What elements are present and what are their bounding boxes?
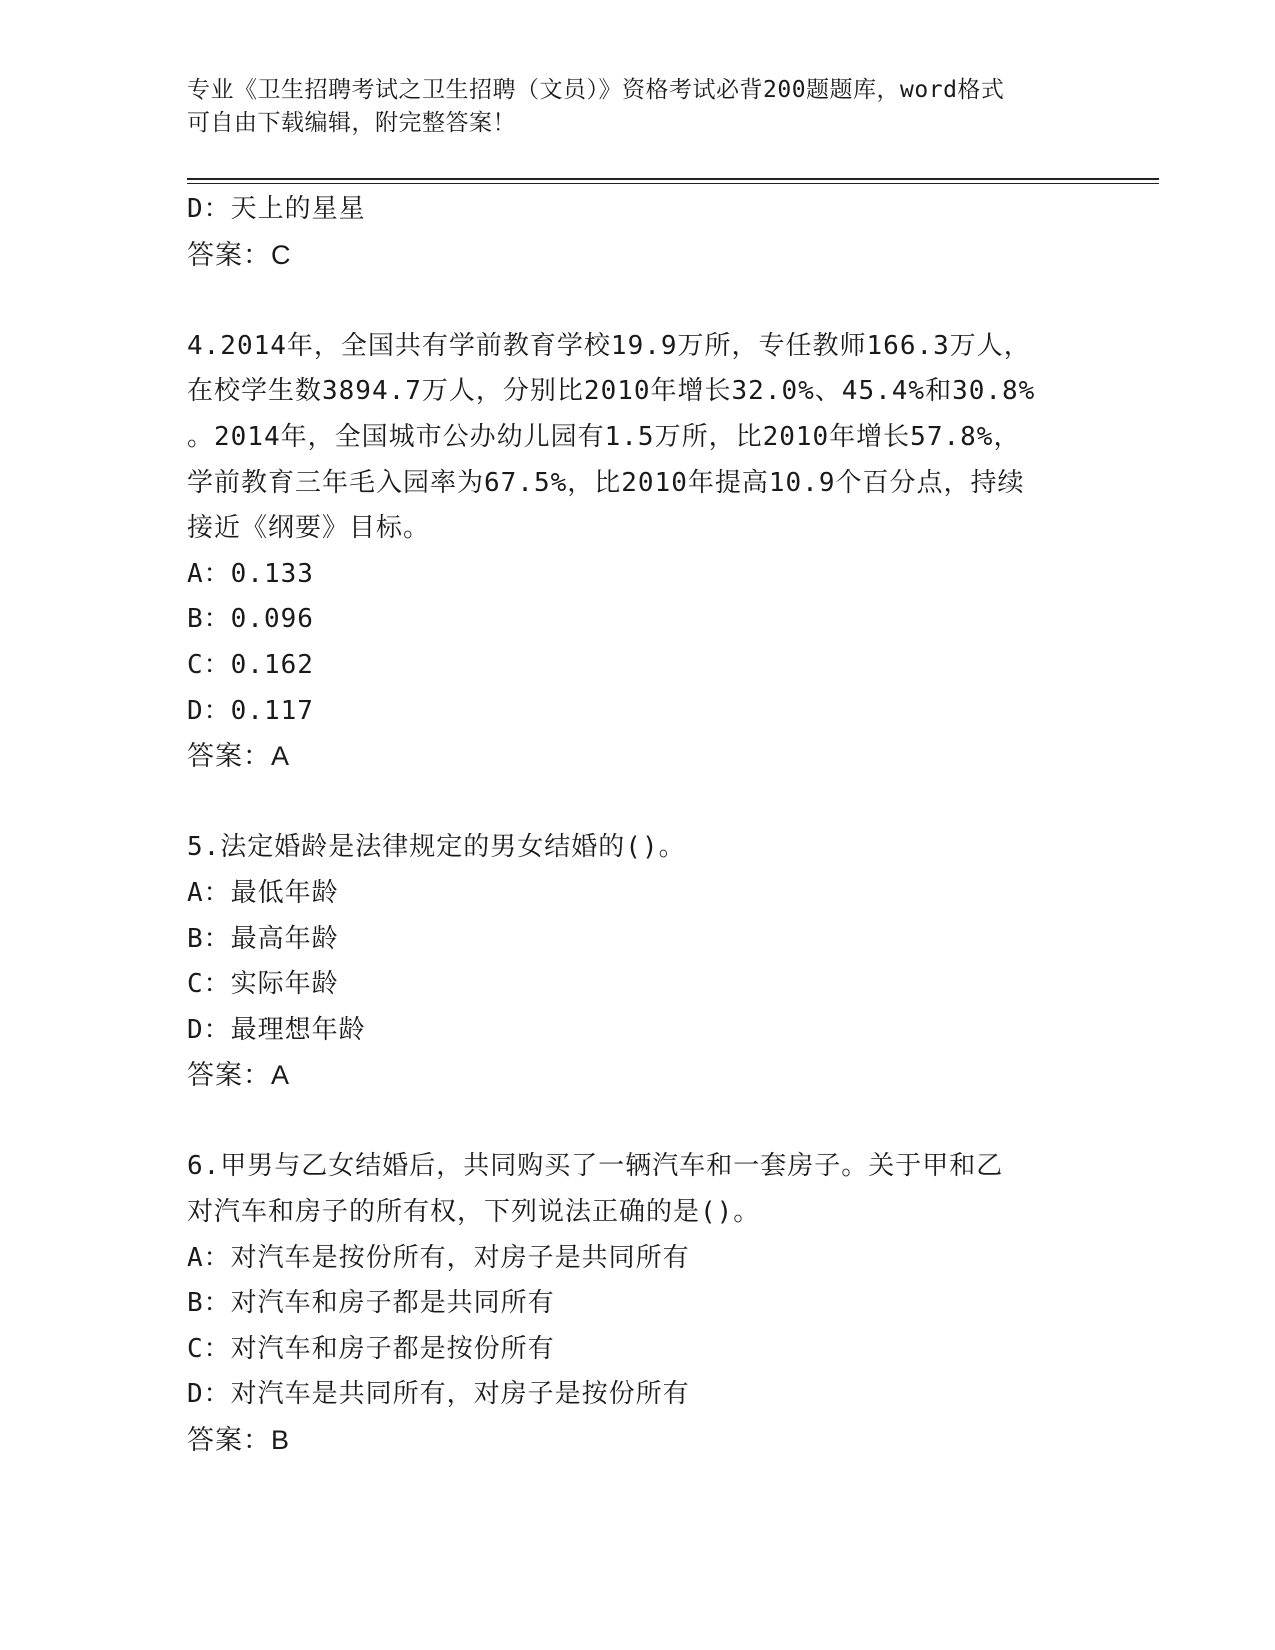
header-title-line1: 专业《卫生招聘考试之卫生招聘（文员）》资格考试必背200题题库，word格式 — [187, 77, 1005, 103]
header-divider-thin — [187, 183, 1159, 184]
answer-line: 答案：C — [187, 239, 292, 270]
option-c: C：实际年龄 — [187, 969, 339, 1000]
option-d: D：0.117 — [187, 695, 314, 726]
question-text-line: 对汽车和房子的所有权，下列说法正确的是()。 — [187, 1197, 761, 1228]
answer-line: 答案：A — [187, 741, 291, 772]
option-b: B：对汽车和房子都是共同所有 — [187, 1288, 555, 1319]
question-content — [187, 187, 1087, 1464]
question-text-line: 在校学生数3894.7万人，分别比2010年增长32.0%、45.4%和30.8% — [187, 376, 1036, 407]
spacer — [187, 1099, 1087, 1145]
option-b: B：0.096 — [187, 604, 314, 635]
option-a: A：0.133 — [187, 558, 314, 589]
prev-question-block — [187, 187, 1087, 278]
question-text-line: 6.甲男与乙女结婚后，共同购买了一辆汽车和一套房子。关于甲和乙 — [187, 1151, 1004, 1182]
header-divider-thick — [187, 178, 1159, 180]
question-text-line: 4.2014年，全国共有学前教育学校19.9万所，专任教师166.3万人， — [187, 330, 1031, 361]
option-d: D：对汽车是共同所有，对房子是按份所有 — [187, 1379, 690, 1410]
option-b: B：最高年龄 — [187, 923, 339, 954]
option-c: C：0.162 — [187, 649, 314, 680]
question-text-line: 学前教育三年毛入园率为67.5%，比2010年提高10.9个百分点，持续 — [187, 467, 1025, 498]
question-text-line: 接近《纲要》目标。 — [187, 513, 431, 544]
question-5 — [187, 825, 1087, 1099]
option-a: A：最低年龄 — [187, 877, 339, 908]
spacer — [187, 278, 1087, 324]
option-c: C：对汽车和房子都是按份所有 — [187, 1333, 555, 1364]
question-4 — [187, 324, 1087, 780]
document-header — [187, 74, 1087, 140]
option-a: A：对汽车是按份所有，对房子是共同所有 — [187, 1242, 690, 1273]
answer-line: 答案：A — [187, 1060, 291, 1091]
question-text-line: 5.法定婚龄是法律规定的男女结婚的()。 — [187, 832, 686, 863]
question-text-line: 。2014年，全国城市公办幼儿园有1.5万所，比2010年增长57.8%， — [187, 421, 1021, 452]
spacer — [187, 780, 1087, 826]
header-title-line2: 可自由下载编辑，附完整答案！ — [187, 110, 516, 136]
question-6 — [187, 1144, 1087, 1463]
answer-line: 答案：B — [187, 1425, 291, 1456]
option-d: D：天上的星星 — [187, 194, 366, 224]
option-d: D：最理想年龄 — [187, 1014, 366, 1045]
